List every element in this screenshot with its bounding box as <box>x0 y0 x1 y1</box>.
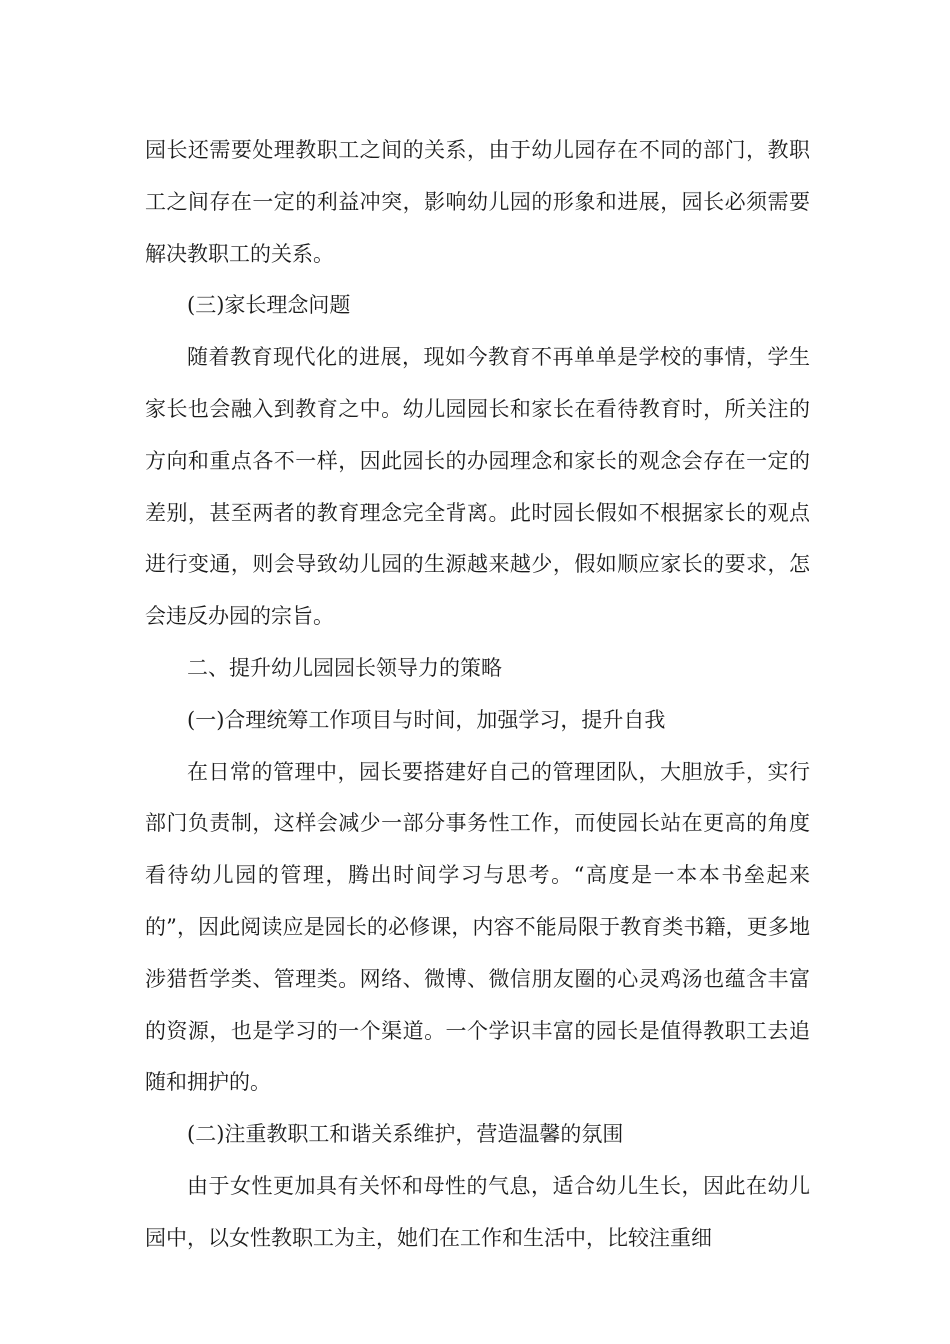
subsection-heading: (一)合理统筹工作项目与时间，加强学习，提升自我 <box>187 707 666 732</box>
section-heading: (三)家长理念问题 <box>187 293 351 318</box>
document-page <box>145 125 810 1265</box>
body-paragraph: 由于女性更加具有关怀和母性的气息，适合幼儿生长，因此在幼儿园中，以女性教职工为主，她们在工作和生活中，比较注重细 <box>145 1173 810 1250</box>
subsection-heading: (二)注重教职工和谐关系维护，营造温馨的氛围 <box>187 1122 624 1147</box>
body-paragraph: 在日常的管理中，园长要搭建好自己的管理团队，大胆放手，实行部门负责制，这样会减少一部分事务性工作，而使园长站在更高的角度看待幼儿园的管理，腾出时间学习与思考。“高度是一本本书垒起来的”，因此阅读应是园长的必修课，内容不能局限于教育类书籍，更多地涉猎哲学类、管理类。网络、微博、微信朋友圈的心灵鸡汤也蕴含丰富的资源，也是学习的一个渠道。一个学识丰富的园长是值得教职工去追随和拥护的。 <box>145 759 810 1095</box>
body-paragraph: 随着教育现代化的进展，现如今教育不再单单是学校的事情，学生家长也会融入到教育之中。幼儿园园长和家长在看待教育时，所关注的方向和重点各不一样，因此园长的办园理念和家长的观念会存在一定的差别，甚至两者的教育理念完全背离。此时园长假如不根据家长的观点进行变通，则会导致幼儿园的生源越来越少，假如顺应家长的要求，怎会违反办园的宗旨。 <box>145 345 810 629</box>
body-paragraph: 园长还需要处理教职工之间的关系，由于幼儿园存在不同的部门，教职工之间存在一定的利益冲突，影响幼儿园的形象和进展，园长必须需要解决教职工的关系。 <box>145 138 810 266</box>
section-heading: 二、提升幼儿园园长领导力的策略 <box>187 655 502 680</box>
